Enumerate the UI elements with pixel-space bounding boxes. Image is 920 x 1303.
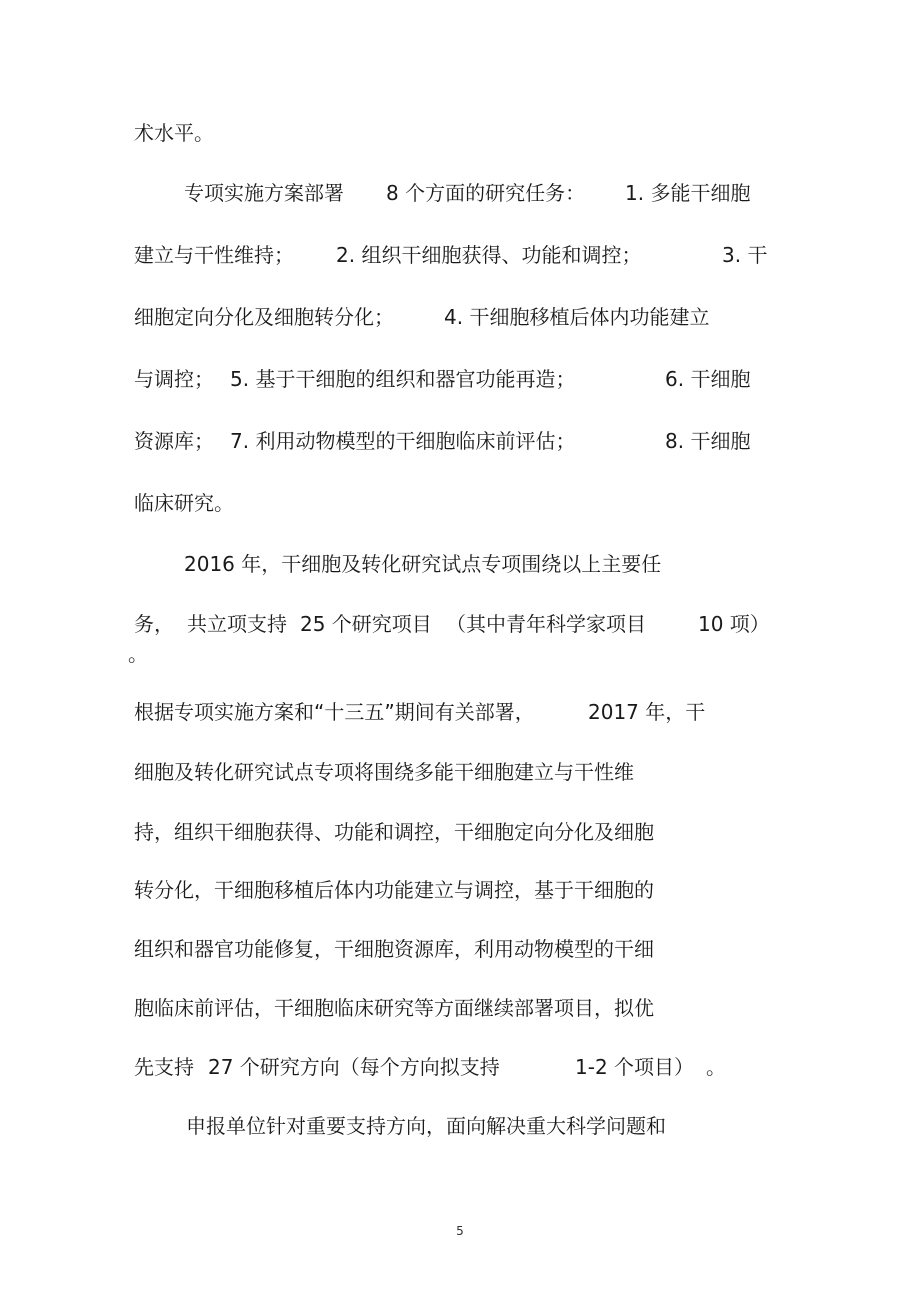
text-segment: 。 — [706, 1055, 726, 1079]
text-line — [0, 604, 920, 644]
text-segment: 2. 组织干细胞获得、功能和调控； — [336, 243, 642, 267]
text-line — [0, 644, 920, 664]
text-segment: 8. 干细胞 — [665, 429, 751, 453]
text-segment: 资源库； — [134, 429, 214, 453]
text-segment: 持，组织干细胞获得、功能和调控，干细胞定向分化及细胞 — [134, 820, 654, 844]
text-line — [0, 692, 920, 732]
text-line — [0, 297, 920, 337]
text-segment: 1-2 个项目） — [575, 1055, 695, 1079]
text-segment: 4. 干细胞移植后体内功能建立 — [444, 305, 710, 329]
text-line — [0, 1106, 920, 1146]
text-line — [0, 359, 920, 399]
text-segment: 务， — [134, 612, 174, 636]
text-segment: 2016 年，干细胞及转化研究试点专项围绕以上主要任 — [184, 552, 662, 576]
text-line — [0, 483, 920, 523]
text-segment: 根据专项实施方案和“十三五”期间有关部署， — [134, 700, 535, 724]
text-segment: 细胞及转化研究试点专项将围绕多能干细胞建立与干性维 — [134, 760, 634, 784]
text-line — [0, 113, 920, 153]
text-segment: 2017 年，干 — [588, 700, 706, 724]
text-segment: 7. 利用动物模型的干细胞临床前评估； — [230, 429, 576, 453]
text-segment: 3. 干 — [722, 243, 768, 267]
text-line — [0, 752, 920, 792]
text-line — [0, 421, 920, 461]
text-line — [0, 1047, 920, 1087]
text-segment: 25 个研究项目 — [300, 612, 432, 636]
text-segment: （其中青年科学家项目 — [446, 612, 646, 636]
text-segment: 胞临床前评估，干细胞临床研究等方面继续部署项目，拟优 — [134, 996, 654, 1020]
text-segment: 先支持 — [134, 1055, 194, 1079]
text-segment: 8 个方面的研究任务： — [386, 181, 586, 205]
text-segment: 申报单位针对重要支持方向，面向解决重大科学问题和 — [186, 1114, 666, 1138]
page-number: 5 — [456, 1224, 464, 1238]
text-segment: 共立项支持 — [187, 612, 287, 636]
text-segment: 建立与干性维持； — [134, 243, 294, 267]
text-segment: 临床研究。 — [134, 491, 234, 515]
text-line — [0, 812, 920, 852]
text-segment: 与调控； — [134, 367, 214, 391]
text-segment: 10 项） — [698, 612, 770, 636]
text-segment: 。 — [128, 642, 148, 666]
text-line — [0, 544, 920, 584]
text-line — [0, 235, 920, 275]
text-segment: 5. 基于干细胞的组织和器官功能再造； — [230, 367, 576, 391]
text-segment: 细胞定向分化及细胞转分化； — [134, 305, 394, 329]
text-line — [0, 870, 920, 910]
text-segment: 6. 干细胞 — [665, 367, 751, 391]
text-segment: 专项实施方案部署 — [184, 181, 344, 205]
text-segment: 术水平。 — [134, 121, 214, 145]
text-segment: 27 个研究方向（每个方向拟支持 — [208, 1055, 500, 1079]
text-segment: 1. 多能干细胞 — [625, 181, 751, 205]
text-line — [0, 173, 920, 213]
text-segment: 转分化，干细胞移植后体内功能建立与调控，基于干细胞的 — [134, 878, 654, 902]
text-segment: 组织和器官功能修复，干细胞资源库，利用动物模型的干细 — [134, 937, 654, 961]
text-line — [0, 929, 920, 969]
text-line — [0, 988, 920, 1028]
